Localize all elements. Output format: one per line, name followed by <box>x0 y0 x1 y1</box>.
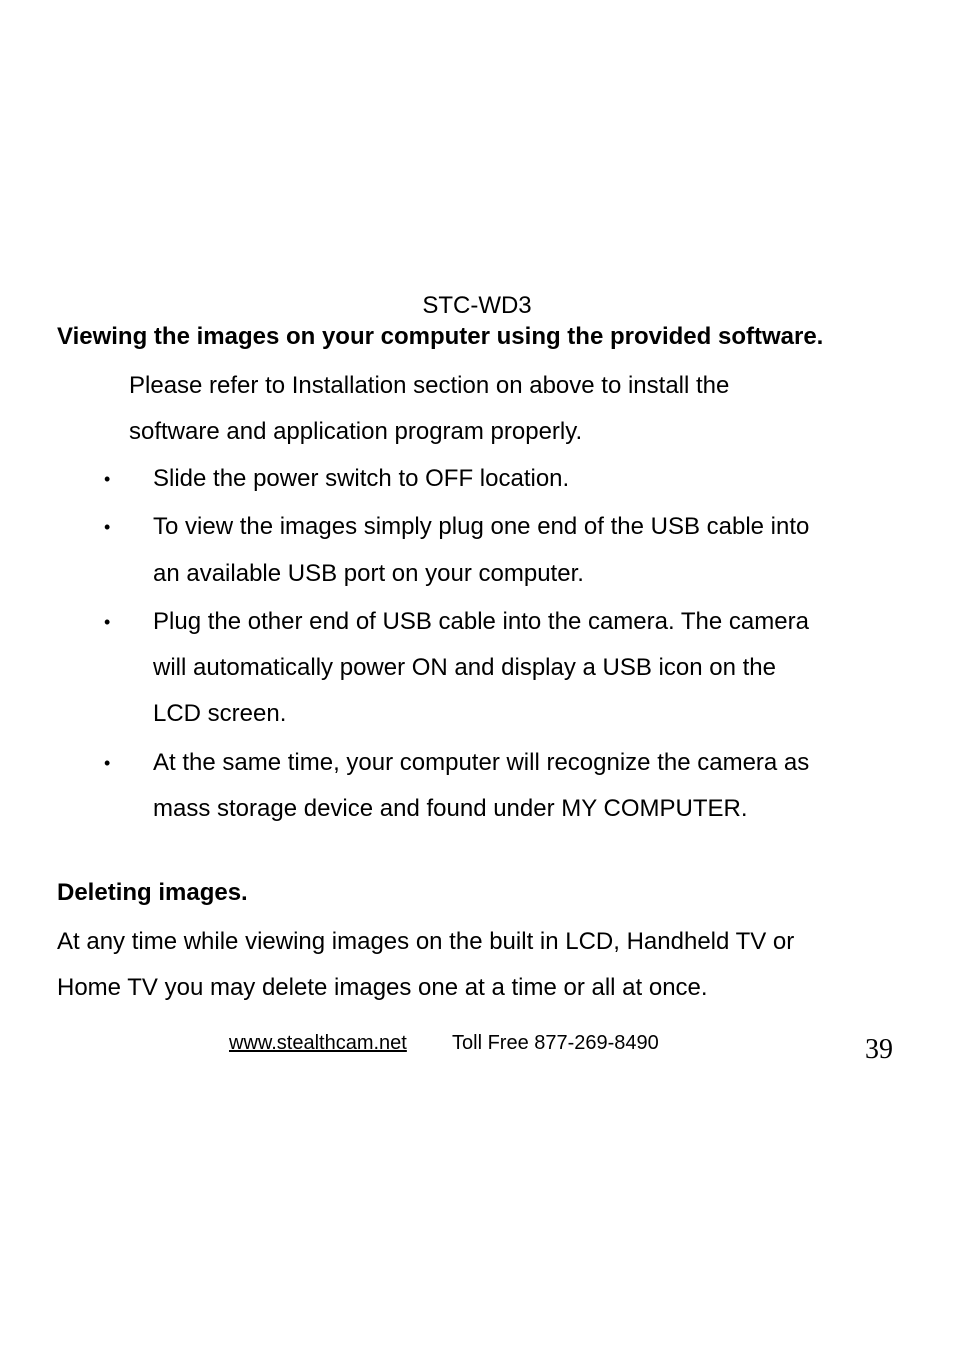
bullet-item <box>0 740 954 833</box>
bullet-icon: • <box>104 752 111 773</box>
bullet-icon: • <box>104 611 111 632</box>
bullet-line: LCD screen. <box>153 700 287 728</box>
toll-free-phone: Toll Free 877-269-8490 <box>452 1032 659 1054</box>
bullet-line: will automatically power ON and display a USB icon on the <box>153 654 776 682</box>
intro-paragraph <box>129 363 729 455</box>
page-number: 39 <box>865 1034 893 1065</box>
deleting-paragraph <box>57 919 794 1011</box>
intro-line: Please refer to Installation section on above to install the <box>129 372 730 399</box>
section-title-deleting: Deleting images. <box>57 879 248 906</box>
bullet-line: Slide the power switch to OFF location. <box>153 465 570 492</box>
bullet-line: To view the images simply plug one end of the USB cable into <box>153 513 810 541</box>
section-title-viewing: Viewing the images on your computer using the provided software. <box>57 323 824 350</box>
paragraph-line: At any time while viewing images on the built in LCD, Handheld TV or <box>57 928 795 955</box>
website-link[interactable]: www.stealthcam.net <box>229 1032 407 1054</box>
model-header: STC-WD3 <box>422 292 532 319</box>
bullet-icon: • <box>104 469 111 489</box>
bullet-line: Plug the other end of USB cable into the camera. The camera <box>153 607 809 635</box>
bullet-line: an available USB port on your computer. <box>153 559 584 587</box>
intro-line: software and application program properly. <box>129 418 583 445</box>
bullet-item <box>0 456 954 502</box>
bullet-icon: • <box>104 517 111 538</box>
bullet-line: mass storage device and found under MY COMPUTER. <box>153 795 748 823</box>
bullet-item <box>0 599 954 738</box>
bullet-item <box>0 504 954 597</box>
bullet-line: At the same time, your computer will recognize the camera as <box>153 748 810 776</box>
bullet-list <box>0 456 954 834</box>
paragraph-line: Home TV you may delete images one at a time or all at once. <box>57 974 708 1001</box>
